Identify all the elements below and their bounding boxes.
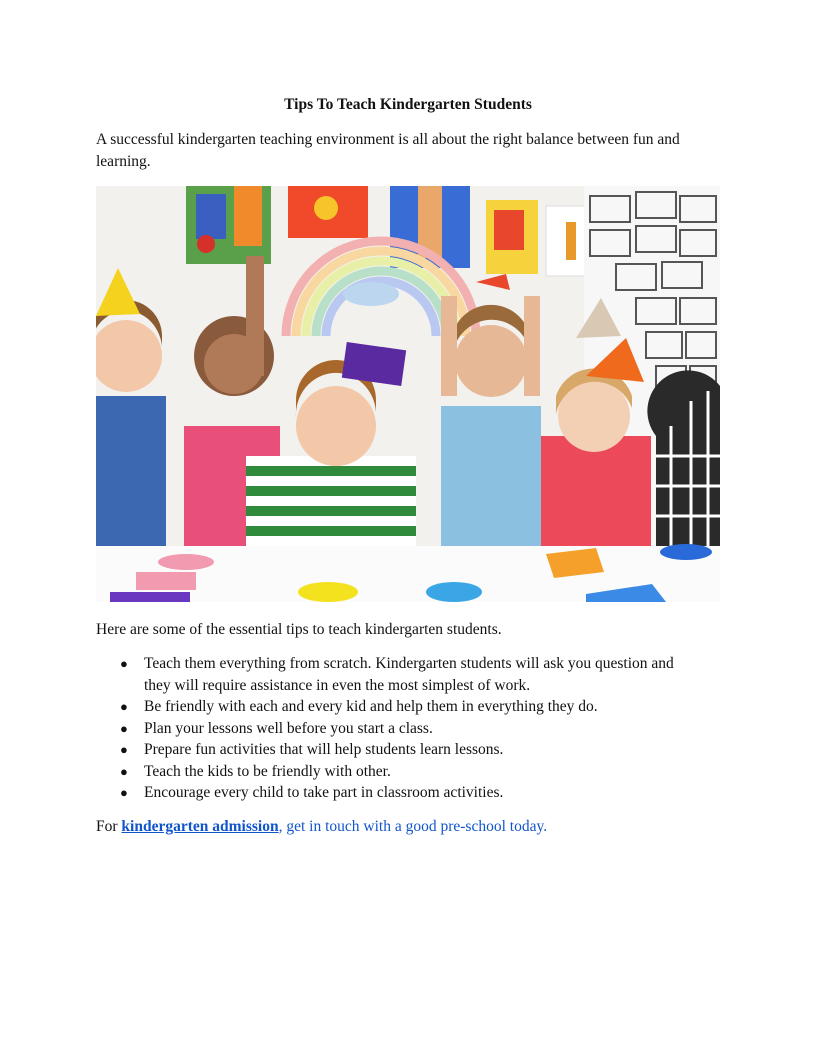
footer-suffix: , get in touch with a good pre-school today. — [278, 818, 548, 835]
bullet-icon: ● — [120, 656, 128, 671]
classroom-photo — [96, 186, 720, 602]
footer-paragraph — [96, 816, 716, 838]
list-item — [96, 653, 696, 696]
tips-list — [96, 653, 696, 804]
list-item — [96, 782, 696, 804]
list-item — [96, 718, 696, 740]
footer-prefix: For — [96, 818, 122, 835]
bullet-icon: ● — [120, 720, 128, 736]
list-item — [96, 739, 696, 761]
list-item-text: Prepare fun activities that will help students learn lessons. — [144, 741, 504, 758]
list-item-text: Plan your lessons well before you start a class. — [144, 719, 433, 737]
document-title: Tips To Teach Kindergarten Students — [284, 96, 532, 113]
bullet-icon: ● — [120, 785, 128, 800]
list-item-text: Be friendly with each and every kid and help them in everything they do. — [144, 698, 598, 715]
list-item-text: Encourage every child to take part in classroom activities. — [144, 784, 504, 801]
list-item — [96, 696, 696, 718]
tips-intro-paragraph: Here are some of the essential tips to teach kindergarten students. — [96, 621, 502, 638]
bullet-icon: ● — [120, 742, 128, 757]
list-item-text: Teach the kids to be friendly with other. — [144, 762, 391, 780]
list-item-text: Teach them everything from scratch. Kindergarten students will ask you question and they will require assistance in even the most simplest of work. — [144, 655, 674, 694]
list-item — [96, 761, 696, 783]
intro-paragraph: A successful kindergarten teaching environment is all about the right balance between fun and learning. — [96, 131, 680, 170]
kindergarten-admission-link[interactable]: kindergarten admission — [121, 818, 279, 835]
bullet-icon: ● — [120, 699, 128, 714]
bullet-icon: ● — [120, 763, 128, 779]
